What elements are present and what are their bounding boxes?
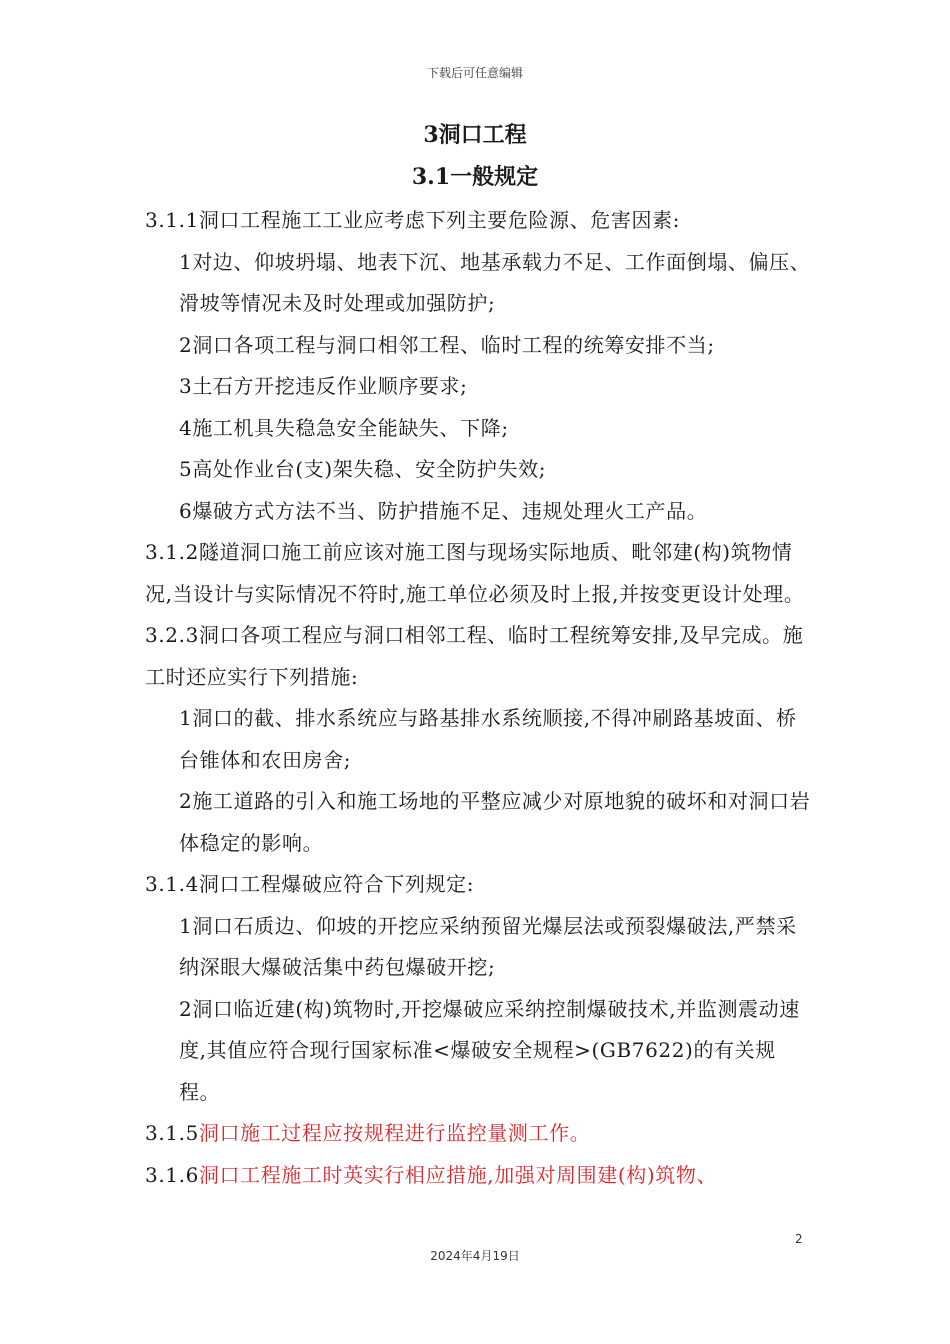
list-item-6: 6爆破方式方法不当、防护措施不足、违规处理火工产品。	[179, 498, 708, 523]
list-item-2: 2洞口各项工程与洞口相邻工程、临时工程的统筹安排不当;	[179, 332, 715, 357]
footer-date: 2024年4月19日	[430, 1249, 520, 1263]
list-item-2: 2施工道路的引入和施工场地的平整应减少对原地貌的破坏和对洞口岩体稳定的影响。	[179, 789, 811, 855]
clause-number: 3.1.5	[145, 1121, 199, 1145]
list-item-1: 1对边、仰坡坍塌、地表下沉、地基承载力不足、工作面倒塌、偏压、滑坡等情况未及时处理或加强防护;	[179, 249, 811, 315]
paragraph-3-1-4: 3.1.4洞口工程爆破应符合下列规定:	[145, 872, 475, 896]
document-body	[145, 200, 815, 1196]
chapter-title: 3洞口工程	[423, 122, 527, 148]
paragraph-3-2-3: 3.2.3洞口各项工程应与洞口相邻工程、临时工程统筹安排,及早完成。施工时还应实行下列措施:	[145, 623, 804, 689]
page-header: 下载后可任意编辑	[426, 66, 523, 80]
highlighted-text: 洞口工程施工时英实行相应措施,加强对周围建(构)筑物、	[198, 1162, 718, 1187]
section-title: 3.1一般规定	[411, 164, 539, 190]
highlighted-text: 洞口施工过程应按规程进行监控量测工作。	[198, 1121, 591, 1145]
list-item-3: 3土石方开挖违反作业顺序要求;	[179, 374, 468, 398]
list-item-4: 4施工机具失稳急安全能缺失、下降;	[179, 415, 509, 440]
list-item-5: 5高处作业台(支)架失稳、安全防护失效;	[179, 457, 547, 481]
paragraph-3-1-1: 3.1.1洞口工程施工工业应考虑下列主要危险源、危害因素:	[145, 208, 681, 232]
paragraph-3-1-6	[145, 1155, 815, 1197]
list-item-1: 1洞口的截、排水系统应与路基排水系统顺接,不得冲刷路基坡面、桥台锥体和农田房舍;	[179, 706, 797, 772]
list-item-1: 1洞口石质边、仰坡的开挖应采纳预留光爆层法或预裂爆破法,严禁采纳深眼大爆破活集中药包爆破开挖;	[179, 913, 797, 979]
clause-number: 3.1.6	[145, 1162, 199, 1187]
page-number: 2	[795, 1232, 803, 1246]
list-item-2: 2洞口临近建(构)筑物时,开挖爆破应采纳控制爆破技术,并监测震动速度,其值应符合现行国家标准<爆破安全规程>(GB7622)的有关规程。	[179, 996, 800, 1104]
paragraph-3-1-2: 3.1.2隧道洞口施工前应该对施工图与现场实际地质、毗邻建(构)筑物情况,当设计与实际情况不符时,施工单位必须及时上报,并按变更设计处理。	[145, 540, 805, 606]
paragraph-3-1-5	[145, 1113, 815, 1155]
